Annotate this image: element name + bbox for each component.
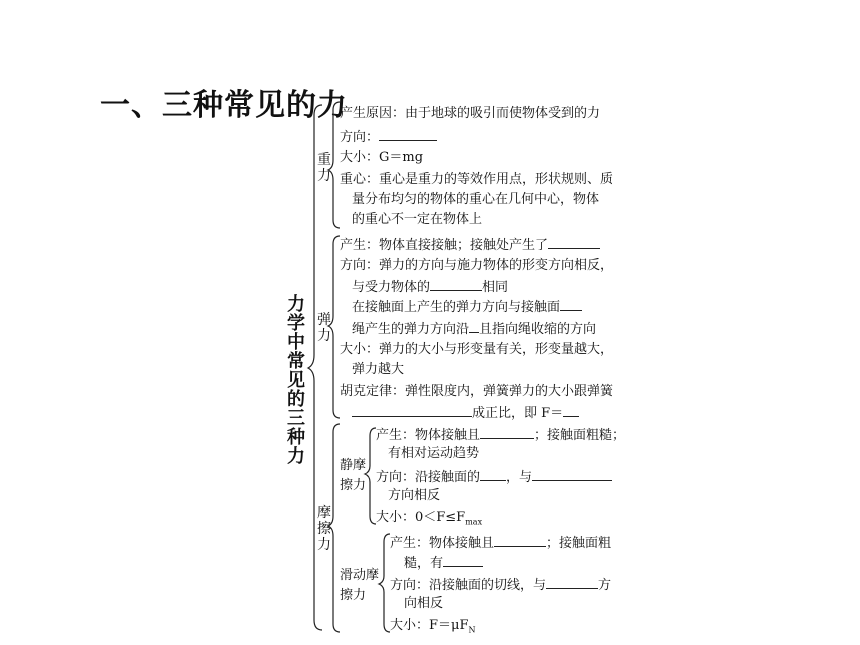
sliding-direction-1: 方向：沿接触面的切线，与 方 (390, 578, 612, 593)
sliding-cause-1: 产生：物体接触且 ；接触面粗 (390, 536, 612, 551)
section-title: 一、三种常见的力 (100, 88, 348, 123)
static-direction-1: 方向：沿接触面的 ，与 (376, 468, 612, 486)
gravity-center-3: 的重心不一定在物体上 (352, 212, 483, 227)
gravity-center-2: 量分布均匀的物体的重心在几何中心，物体 (352, 192, 600, 207)
static-friction-label: 静摩 擦力 (340, 458, 367, 493)
elastic-direction-3: 在接触面上产生的弹力方向与接触面 (352, 298, 582, 316)
sliding-friction-label: 滑动摩 擦力 (340, 568, 380, 603)
gravity-center-1: 重心：重心是重力的等效作用点，形状规则、质 (340, 172, 614, 187)
hooke-law-2: 成正比，即 F＝ (352, 404, 579, 422)
main-label: 力 学 中 常 见 的 三 种 力 (287, 294, 305, 467)
static-cause-1: 产生：物体接触且 ；接触面粗糙； (376, 428, 626, 443)
sliding-cause-2: 糙，有 (404, 554, 483, 572)
gravity-cause: 产生原因：由于地球的吸引而使物体受到的力 (340, 106, 601, 121)
elastic-direction-2: 与受力物体的 相同 (352, 280, 509, 295)
gravity-label: 重 力 (317, 152, 331, 184)
elastic-cause: 产生：物体直接接触；接触处产生了 (340, 236, 600, 254)
gravity-direction: 方向： (340, 128, 437, 146)
elastic-direction-4: 绳产生的弹力方向沿 且指向绳收缩的方向 (352, 322, 597, 337)
sliding-magnitude: 大小：$F=\mu F_N$ (390, 618, 476, 635)
hooke-law-1: 胡克定律：弹性限度内，弹簧弹力的大小跟弹簧 (340, 384, 614, 399)
sliding-direction-2: 向相反 (404, 596, 444, 611)
friction-label: 摩 擦 力 (317, 505, 331, 553)
gravity-magnitude: 大小：G＝mg (340, 150, 424, 165)
static-magnitude: 大小：$0<F\le F_{max}$ (376, 510, 483, 527)
elastic-label: 弹 力 (317, 312, 331, 344)
elastic-magnitude-2: 弹力越大 (352, 362, 405, 377)
elastic-direction-1: 方向：弹力的方向与施力物体的形变方向相反， (340, 258, 614, 273)
static-direction-2: 方向相反 (388, 488, 441, 503)
static-cause-2: 有相对运动趋势 (388, 446, 480, 461)
elastic-magnitude-1: 大小：弹力的大小与形变量有关，形变量越大， (340, 342, 614, 357)
